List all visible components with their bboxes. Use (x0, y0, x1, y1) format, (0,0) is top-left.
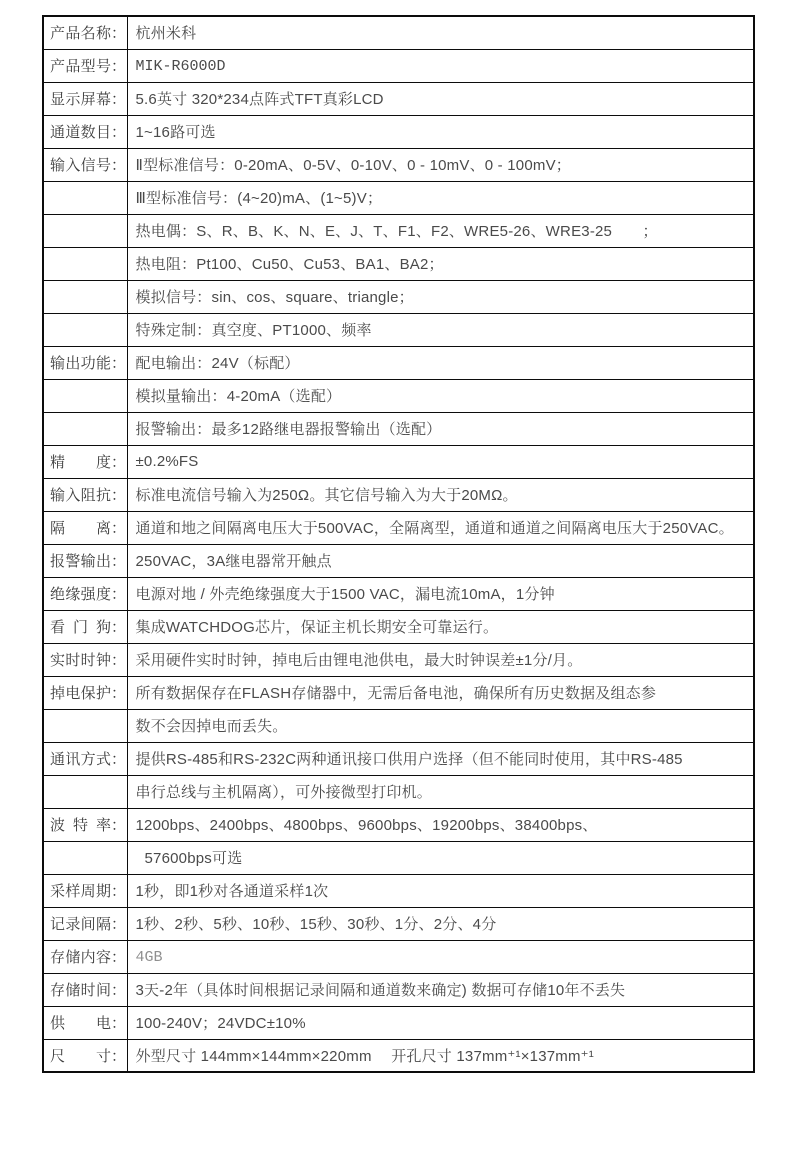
spec-label: 采样周期 (50, 883, 111, 900)
table-row (43, 247, 754, 280)
spec-value-cell (127, 478, 754, 511)
spec-value-cell (127, 1039, 754, 1072)
spec-value: 提供RS-485和RS-232C两种通讯接口供用户选择（但不能同时使用，其中RS-485 (135, 751, 683, 768)
spec-value: 5.6英寸 320*234点阵式TFT真彩LCD (135, 91, 384, 108)
spec-label: 看门狗 (50, 619, 111, 636)
spec-value-cell (127, 346, 754, 379)
table-row (43, 709, 754, 742)
spec-value: 模拟信号：sin、cos、square、triangle； (135, 289, 414, 306)
spec-value: 标准电流信号输入为250Ω。其它信号输入为大于20MΩ。 (135, 487, 518, 504)
spec-value: 1秒、2秒、5秒、10秒、15秒、30秒、1分、2分、4分 (135, 916, 497, 933)
spec-label-colon: ： (111, 157, 127, 174)
table-row (43, 544, 754, 577)
spec-label-cell (43, 874, 127, 907)
spec-label: 通讯方式 (50, 751, 111, 768)
spec-label-cell (43, 148, 127, 181)
spec-value-cell (127, 445, 754, 478)
spec-value: 3天-2年（具体时间根据记录间隔和通道数来确定) 数据可存储10年不丢失 (135, 982, 626, 999)
table-row (43, 346, 754, 379)
spec-label-cell (43, 412, 127, 445)
spec-label-cell (43, 214, 127, 247)
spec-label: 绝缘强度 (50, 586, 111, 603)
spec-label-cell (43, 346, 127, 379)
spec-value-cell (127, 511, 754, 544)
spec-value: 热电偶：S、R、B、K、N、E、J、T、F1、F2、WRE5-26、WRE3-25 ； (135, 223, 658, 240)
spec-label-cell (43, 511, 127, 544)
spec-label-cell (43, 16, 127, 49)
table-row (43, 445, 754, 478)
table-row (43, 841, 754, 874)
spec-value-cell (127, 115, 754, 148)
spec-value-cell (127, 808, 754, 841)
spec-label-colon: ： (111, 982, 127, 999)
table-row (43, 181, 754, 214)
spec-label-cell (43, 49, 127, 82)
spec-label: 输入信号 (50, 157, 111, 174)
spec-label-colon: ： (111, 553, 127, 570)
spec-value: 1~16路可选 (135, 124, 216, 141)
spec-value: 特殊定制：真空度、PT1000、频率 (135, 322, 372, 339)
spec-value-cell (127, 412, 754, 445)
table-row (43, 643, 754, 676)
spec-value-cell (127, 280, 754, 313)
spec-value: 57600bps可选 (144, 850, 243, 867)
table-row (43, 49, 754, 82)
spec-label-cell (43, 247, 127, 280)
spec-label-cell (43, 775, 127, 808)
spec-label: 产品名称 (50, 25, 111, 43)
spec-label: 报警输出 (50, 553, 111, 570)
spec-label-colon: ： (111, 1015, 127, 1032)
spec-label-colon: ： (111, 1047, 127, 1065)
spec-label-cell (43, 742, 127, 775)
table-row (43, 511, 754, 544)
spec-value-cell (127, 775, 754, 808)
spec-label: 记录间隔 (50, 916, 111, 933)
spec-value-cell (127, 181, 754, 214)
spec-value-cell (127, 313, 754, 346)
spec-value-cell (127, 577, 754, 610)
spec-label-cell (43, 82, 127, 115)
table-row (43, 907, 754, 940)
spec-value-cell (127, 49, 754, 82)
table-row (43, 313, 754, 346)
spec-value: 250VAC，3A继电器常开触点 (135, 553, 332, 570)
spec-label-cell (43, 907, 127, 940)
spec-label-colon: ： (111, 883, 127, 900)
table-row (43, 379, 754, 412)
spec-label: 输出功能 (50, 355, 111, 372)
spec-label-colon: ： (111, 949, 127, 966)
spec-label-colon: ： (111, 586, 127, 603)
spec-value: Ⅲ型标准信号：(4~20)mA、(1~5)V； (135, 190, 383, 207)
spec-table-body (43, 16, 754, 1072)
table-row (43, 874, 754, 907)
spec-label-colon: ： (111, 751, 127, 768)
spec-value-cell (127, 82, 754, 115)
spec-label-colon: ： (111, 454, 127, 471)
spec-label-colon: ： (111, 25, 127, 43)
spec-value: 1秒，即1秒对各通道采样1次 (135, 883, 329, 900)
spec-label-cell (43, 379, 127, 412)
spec-label-colon: ： (111, 355, 127, 372)
spec-label-colon: ： (111, 916, 127, 933)
spec-label-colon: ： (111, 685, 127, 702)
spec-value-cell (127, 247, 754, 280)
spec-label-cell (43, 709, 127, 742)
spec-value-cell (127, 676, 754, 709)
spec-value-cell (127, 16, 754, 49)
spec-value-cell (127, 214, 754, 247)
spec-label: 输入阻抗 (50, 487, 111, 504)
spec-label-cell (43, 544, 127, 577)
spec-value: 热电阻：Pt100、Cu50、Cu53、BA1、BA2； (135, 256, 444, 273)
table-row (43, 412, 754, 445)
spec-label-cell (43, 1006, 127, 1039)
table-row (43, 1039, 754, 1072)
spec-label-colon: ： (111, 487, 127, 504)
spec-value: 4GB (135, 948, 163, 966)
spec-label-colon: ： (111, 124, 127, 141)
spec-label-colon: ： (111, 58, 127, 75)
spec-label: 精度 (50, 454, 111, 471)
table-row (43, 676, 754, 709)
table-row (43, 82, 754, 115)
spec-value: 100-240V；24VDC±10% (135, 1015, 306, 1032)
spec-value-cell (127, 544, 754, 577)
product-spec-table (42, 15, 755, 1073)
spec-value-cell (127, 709, 754, 742)
spec-value-cell (127, 907, 754, 940)
spec-label-cell (43, 280, 127, 313)
spec-label-cell (43, 1039, 127, 1072)
table-row (43, 940, 754, 973)
spec-value-cell (127, 841, 754, 874)
spec-label-cell (43, 940, 127, 973)
spec-label: 存储时间 (50, 982, 111, 999)
table-row (43, 148, 754, 181)
table-row (43, 1006, 754, 1039)
table-row (43, 478, 754, 511)
spec-label-colon: ： (111, 652, 127, 669)
table-row (43, 808, 754, 841)
spec-label-cell (43, 478, 127, 511)
spec-value: ±0.2%FS (135, 452, 199, 470)
spec-value: 报警输出：最多12路继电器报警输出（选配） (135, 421, 442, 438)
spec-label-cell (43, 115, 127, 148)
table-row (43, 775, 754, 808)
spec-label: 波特率 (50, 817, 111, 834)
spec-label-colon: ： (111, 619, 127, 636)
spec-label-colon: ： (111, 91, 127, 108)
spec-value: 电源对地 / 外壳绝缘强度大于1500 VAC，漏电流10mA，1分钟 (135, 586, 555, 603)
spec-label-colon: ： (111, 520, 127, 537)
spec-label: 尺寸 (50, 1047, 111, 1065)
spec-value: 通道和地之间隔离电压大于500VAC，全隔离型，通道和通道之间隔离电压大于250VAC。 (135, 520, 734, 537)
spec-value: 模拟量输出：4-20mA（选配） (135, 388, 342, 405)
spec-label: 隔离 (50, 520, 111, 537)
table-row (43, 610, 754, 643)
table-row (43, 577, 754, 610)
spec-value: MIK-R6000D (135, 57, 226, 75)
spec-value: 1200bps、2400bps、4800bps、9600bps、19200bps、38400bps、 (135, 817, 598, 834)
spec-value: Ⅱ型标准信号：0-20mA、0-5V、0-10V、0 - 10mV、0 - 100mV； (135, 157, 571, 174)
spec-label: 产品型号 (50, 58, 111, 75)
spec-label: 存储内容 (50, 949, 111, 966)
spec-label-cell (43, 676, 127, 709)
spec-label: 通道数目 (50, 124, 111, 141)
spec-label-cell (43, 808, 127, 841)
spec-label-cell (43, 577, 127, 610)
spec-label: 供电 (50, 1015, 111, 1032)
spec-value-cell (127, 742, 754, 775)
table-row (43, 115, 754, 148)
spec-value: 配电输出：24V（标配） (135, 355, 300, 372)
spec-value-cell (127, 379, 754, 412)
spec-value: 所有数据保存在FLASH存储器中，无需后备电池，确保所有历史数据及组态参 (135, 685, 657, 702)
spec-value: 外型尺寸 144mm×144mm×220mm 开孔尺寸 137mm⁺¹×137mm⁺¹ (135, 1047, 594, 1065)
spec-label-cell (43, 445, 127, 478)
spec-value-cell (127, 973, 754, 1006)
spec-value-cell (127, 940, 754, 973)
table-row (43, 16, 754, 49)
spec-label-cell (43, 610, 127, 643)
spec-value: 数不会因掉电而丢失。 (135, 718, 288, 735)
spec-value: 集成WATCHDOG芯片，保证主机长期安全可靠运行。 (135, 619, 499, 636)
spec-value-cell (127, 610, 754, 643)
spec-value-cell (127, 874, 754, 907)
spec-label: 显示屏幕 (50, 91, 111, 108)
spec-value-cell (127, 148, 754, 181)
spec-value: 采用硬件实时时钟，掉电后由锂电池供电，最大时钟误差±1分/月。 (135, 652, 583, 669)
table-row (43, 280, 754, 313)
spec-value-cell (127, 1006, 754, 1039)
spec-value: 杭州米科 (135, 25, 197, 43)
spec-label-cell (43, 181, 127, 214)
spec-label-cell (43, 313, 127, 346)
spec-label: 实时时钟 (50, 652, 111, 669)
spec-value: 串行总线与主机隔离），可外接微型打印机。 (135, 784, 433, 801)
spec-label-cell (43, 973, 127, 1006)
table-row (43, 742, 754, 775)
spec-label-colon: ： (111, 817, 127, 834)
spec-label: 掉电保护 (50, 685, 111, 702)
spec-label-cell (43, 643, 127, 676)
spec-value-cell (127, 643, 754, 676)
table-row (43, 973, 754, 1006)
spec-label-cell (43, 841, 127, 874)
table-row (43, 214, 754, 247)
